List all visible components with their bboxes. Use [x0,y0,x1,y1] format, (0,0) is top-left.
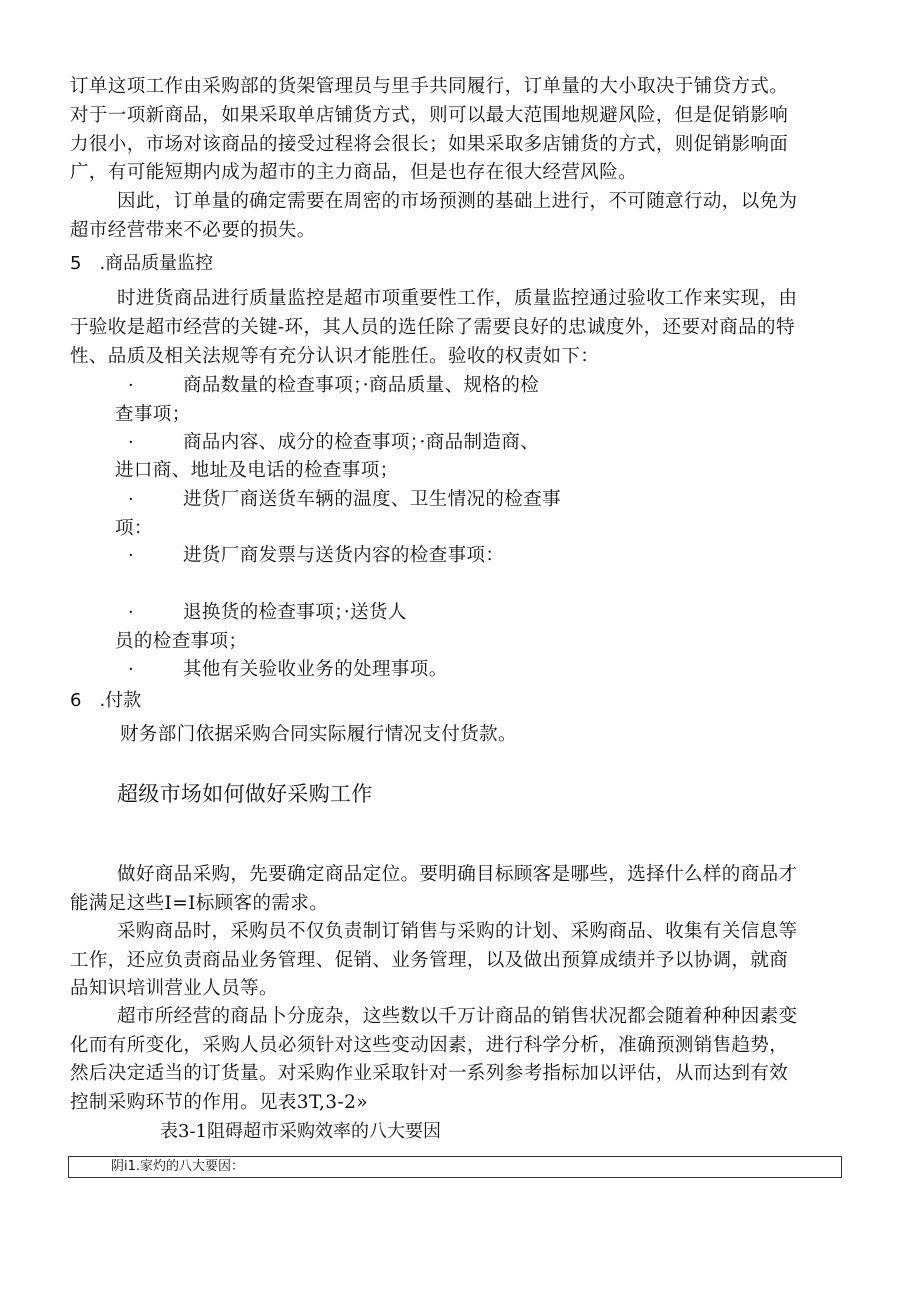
paragraph-6-line-3: 品知识培训营业人员等。 [70,978,278,999]
bullet-5-line-1: 退换货的检查事项；·送货人 [183,602,407,623]
bullet-3-line-2: 项： [115,518,153,539]
bullet-2-line-2: 进口商、地址及电话的检查事项； [115,460,399,481]
bullet-6-line-1: 其他有关验收业务的处理事项。 [183,659,448,680]
paragraph-1-line-3: 力很小，市场对该商品的接受过程将会很长；如果采取多店铺货的方式，则促销影响面 [70,134,789,155]
bullet-1-line-1: 商品数量的检查事项；·商品质量、规格的检 [183,375,540,396]
bullet-2-line-1: 商品内容、成分的检查事项；·商品制造商、 [183,432,540,453]
bullet-marker: · [128,602,134,623]
section-title: 超级市场如何做好采购工作 [117,782,373,806]
heading-quality-control: 5 .商品质量监控 [70,253,214,274]
paragraph-7-line-4: 控制采购环节的作用。见表3T,3-2» [70,1092,368,1113]
bullet-marker: · [128,375,134,396]
paragraph-6-line-2: 工作，还应负责商品业务管理、促销、业务管理，以及做出预算成绩并予以协调，就商 [70,950,789,971]
bullet-1-line-2: 查事项； [115,404,191,425]
paragraph-3-line-2: 于验收是超市经营的关键-环，其人员的选任除了需要良好的忠诚度外，还要对商品的特 [70,317,795,338]
bullet-4-line-1: 进货厂商发票与送货内容的检查事项： [183,545,505,566]
paragraph-3-line-1: 时进货商品进行质量监控是超市项重要性工作，质量监控通过验收工作来实现，由 [117,288,798,309]
table [68,1156,842,1178]
paragraph-4: 财务部门依据采购合同实际履行情况支付货款。 [120,724,517,745]
bullet-3-line-1: 进货厂商送货车辆的温度、卫生情况的检查事 [183,489,562,510]
paragraph-2-line-1: 因此，订单量的确定需要在周密的市场预测的基础上进行，不可随意行动，以免为 [117,191,798,212]
table-header-cell: 阴i1.家灼的八大要因： [111,1159,245,1174]
paragraph-7-line-3: 然后决定适当的订货量。对采购作业采取针对一系列参考指标加以评估，从而达到有效 [70,1063,789,1084]
heading-payment: 6 .付款 [70,690,142,711]
bullet-marker: · [128,432,134,453]
bullet-marker: · [128,545,134,566]
paragraph-5-line-2: 能满足这些I=I标顾客的需求。 [70,893,329,914]
paragraph-6-line-1: 采购商品时，采购员不仅负责制订销售与采购的计划、采购商品、收集有关信息等 [117,921,798,942]
paragraph-5-line-1: 做好商品采购，先要确定商品定位。要明确目标顾客是哪些，选择什么样的商品才 [117,864,798,885]
paragraph-1-line-4: 广，有可能短期内成为超市的主力商品，但是也存在很大经营风险。 [70,162,638,183]
paragraph-1-line-2: 对于一项新商品，如果采取单店铺货方式，则可以最大范围地规避风险，但是促销影响 [70,105,789,126]
paragraph-1-line-1: 订单这项工作由采购部的货架管理员与里手共同履行，订单量的大小取决于铺贷方式。 [70,76,789,97]
paragraph-2-line-2: 超市经营带来不必要的损失。 [70,220,316,241]
table-caption: 表3-1阻碍超市采购效率的八大要因 [160,1121,441,1142]
paragraph-7-line-1: 超市所经营的商品卜分庞杂，这些数以千万计商品的销售状况都会随着种种因素变 [117,1006,798,1027]
bullet-marker: · [128,659,134,680]
paragraph-3-line-3: 性、品质及相关法规等有充分认识才能胜任。验收的权责如下： [70,346,600,367]
paragraph-7-line-2: 化而有所变化，采购人员必须针对这些变动因素，进行科学分析，准确预测销售趋势， [70,1035,789,1056]
bullet-5-line-2: 员的检查事项； [115,631,248,652]
bullet-marker: · [128,489,134,510]
